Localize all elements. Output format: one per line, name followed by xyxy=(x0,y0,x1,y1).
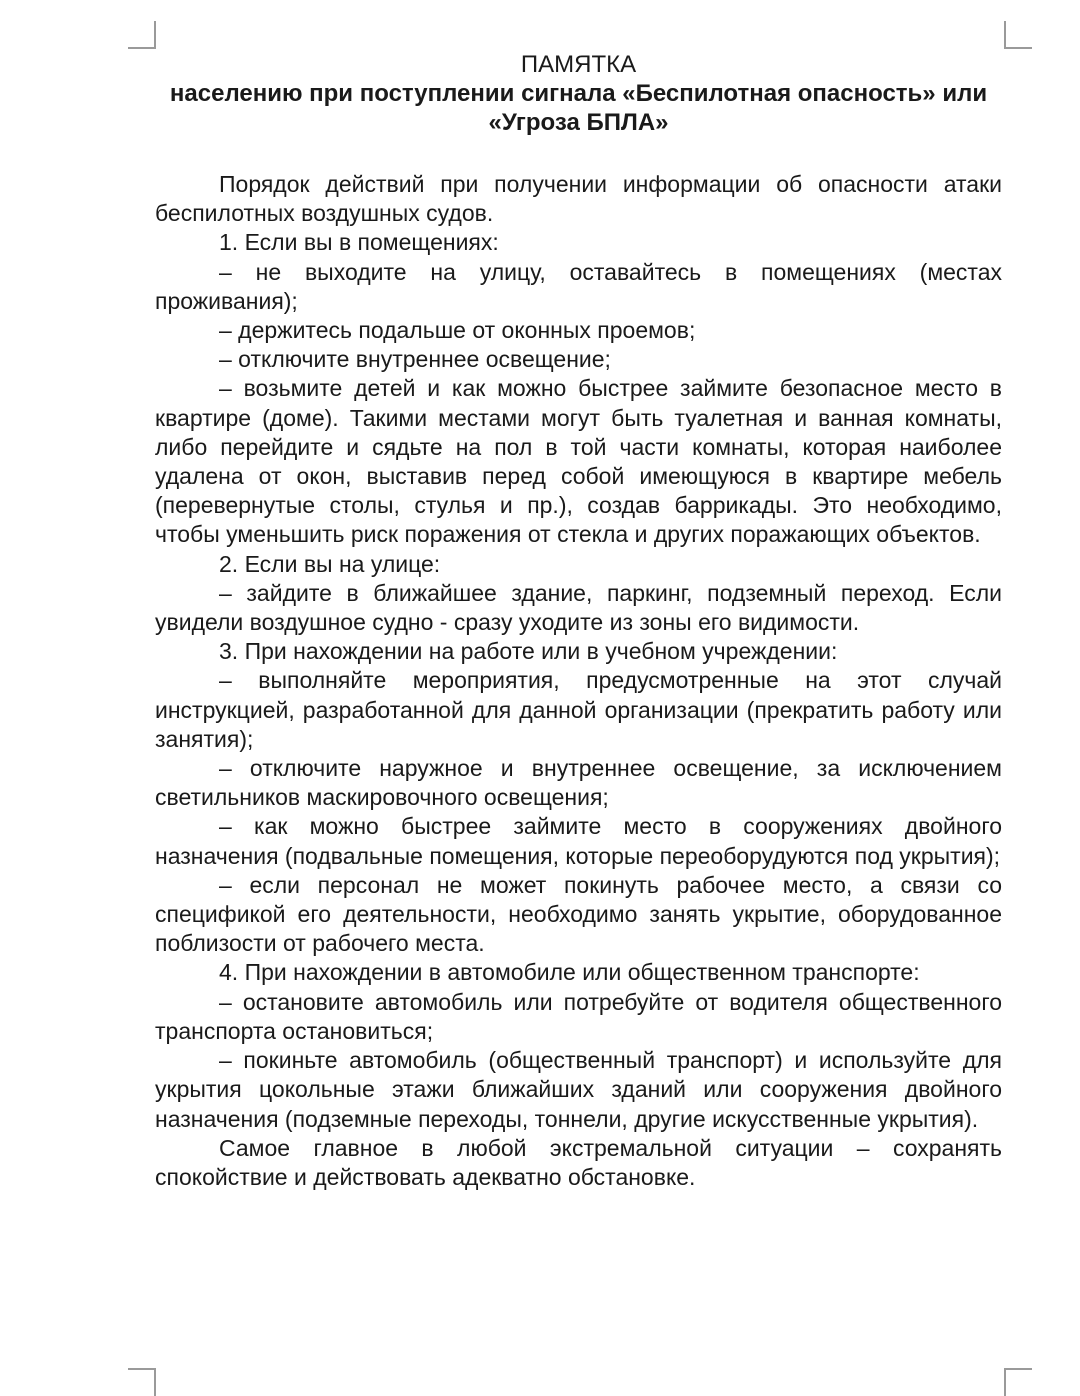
list-item: – не выходите на улицу, оставайтесь в помещениях (местах проживания); xyxy=(155,258,1002,314)
document-page xyxy=(155,50,1002,1192)
page-corner-mark-bottom-left xyxy=(128,1368,156,1396)
list-item: – остановите автомобиль или потребуйте от водителя общественного транспорта остановиться; xyxy=(155,988,1002,1044)
list-item: – покиньте автомобиль (общественный транспорт) и используйте для укрытия цокольные этажи ближайших зданий или сооружения двойного назначения (подземные переходы, тоннели, другие искусственные укрытия). xyxy=(155,1047,1002,1132)
section-heading-indoors: 1. Если вы в помещениях: xyxy=(219,229,499,256)
list-item: – возьмите детей и как можно быстрее займите безопасное место в квартире (доме). Такими местами могут быть туалетная и ванная комнаты, либо перейдите и сядьте на пол в той части комнаты, которая наиболее удалена от окон, выставив перед собой имеющуюся в квартире мебель (перевернутые столы, стулья и пр.), создав баррикады. Это необходимо, чтобы уменьшить риск поражения от стекла и других поражающих объектов. xyxy=(155,375,1002,548)
list-item: – если персонал не может покинуть рабочее место, а связи со спецификой его деятельности, необходимо занять укрытие, оборудованное поблизости от рабочего места. xyxy=(155,871,1002,957)
page-corner-mark-top-left xyxy=(128,21,156,49)
document-title: ПАМЯТКА xyxy=(520,51,637,78)
list-item: – выполняйте мероприятия, предусмотренные на этот случай инструкцией, разработанной для данной организации (прекратить работу или занятия); xyxy=(155,667,1002,752)
paragraph-conclusion: Самое главное в любой экстремальной ситуации – сохранять спокойствие и действовать адекватно обстановке. xyxy=(155,1134,1002,1190)
document-subtitle-line-2: «Угроза БПЛА» xyxy=(488,109,669,136)
page-corner-mark-top-right xyxy=(1004,21,1032,49)
document-subtitle-line-1: населению при поступлении сигнала «Беспилотная опасность» или xyxy=(169,80,988,107)
list-item: – держитесь подальше от оконных проемов; xyxy=(219,317,696,344)
section-heading-work: 3. При нахождении на работе или в учебном учреждении: xyxy=(219,638,838,665)
list-item: – как можно быстрее займите место в сооружениях двойного назначения (подвальные помещения, которые переоборудуются под укрытия); xyxy=(155,813,1002,869)
section-heading-outdoors: 2. Если вы на улице: xyxy=(219,550,441,577)
section-heading-transport: 4. При нахождении в автомобиле или общественном транспорте: xyxy=(219,959,920,986)
paragraph-intro: Порядок действий при получении информации об опасности атаки беспилотных воздушных судов. xyxy=(155,171,1002,227)
page-corner-mark-bottom-right xyxy=(1004,1368,1032,1396)
list-item: – отключите наружное и внутреннее освещение, за исключением светильников маскировочного освещения; xyxy=(155,755,1002,811)
list-item: – отключите внутреннее освещение; xyxy=(219,346,611,373)
document-body xyxy=(155,170,1002,1192)
list-item: – зайдите в ближайшее здание, паркинг, подземный переход. Если увидели воздушное судно - сразу уходите из зоны его видимости. xyxy=(155,579,1002,636)
